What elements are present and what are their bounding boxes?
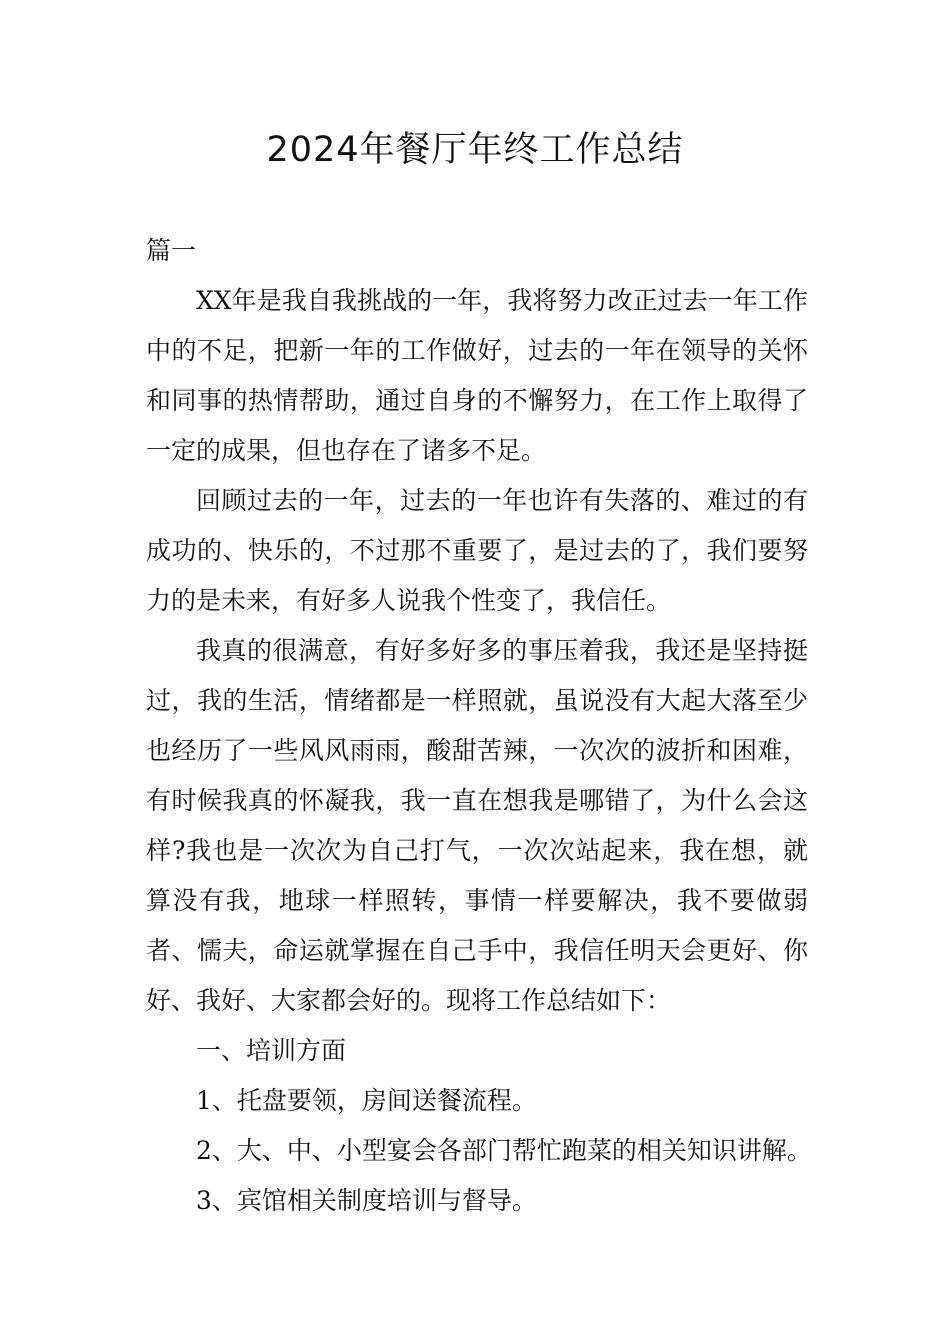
paragraph-3: 我真的很满意，有好多好多的事压着我，我还是坚持挺过，我的生活，情绪都是一样照就，虽说没有大起大落至少也经历了一些风风雨雨，酸甜苦辣，一次次的波折和困难，有时候我真的怀凝我，我一直在想我是哪错了，为什么会这样?我也是一次次为自己打气，一次次站起来，我在想，就算没有我，地球一样照转，事情一样要解决，我不要做弱者、懦夫，命运就掌握在自己手中，我信任明天会更好、你好、我好、大家都会好的。现将工作总结如下：	[146, 636, 808, 1015]
paragraph-1: XX年是我自我挑战的一年，我将努力改正过去一年工作中的不足，把新一年的工作做好，过去的一年在领导的关怀和同事的热情帮助，通过自身的不懈努力，在工作上取得了一定的成果，但也存在了诸多不足。	[146, 286, 808, 465]
section-label: 篇一	[146, 236, 197, 265]
section-heading-training: 一、培训方面	[196, 1036, 347, 1065]
list-item: 2、大、中、小型宴会各部门帮忙跑菜的相关知识讲解。	[196, 1136, 812, 1165]
document-body	[146, 226, 812, 1226]
document-title: 2024年餐厅年终工作总结	[266, 130, 684, 170]
list-item: 3、宾馆相关制度培训与督导。	[196, 1186, 537, 1215]
list-item: 1、托盘要领，房间送餐流程。	[196, 1086, 537, 1115]
paragraph-2: 回顾过去的一年，过去的一年也许有失落的、难过的有成功的、快乐的，不过那不重要了，是过去的了，我们要努力的是未来，有好多人说我个性变了，我信任。	[146, 486, 808, 615]
